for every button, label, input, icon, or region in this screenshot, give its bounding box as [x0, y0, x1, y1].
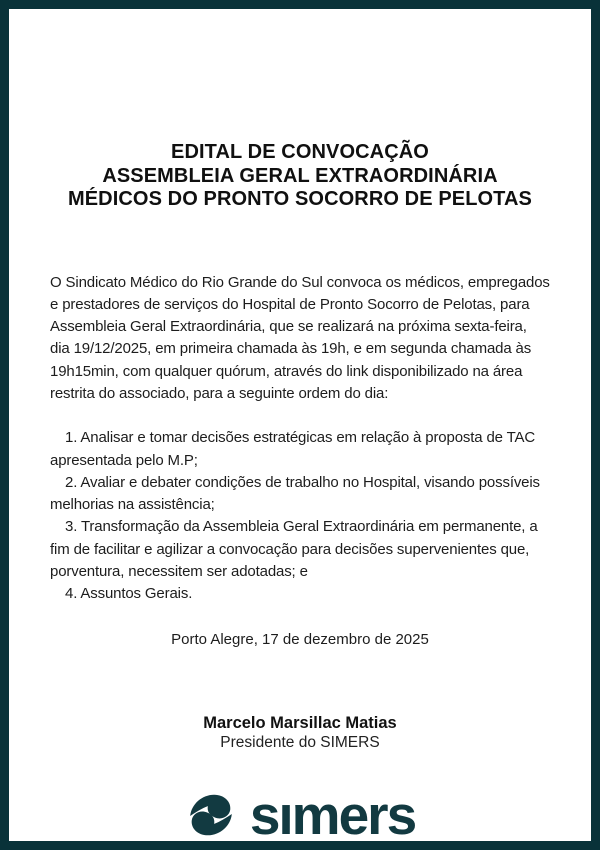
simers-logo-text: sımers: [249, 783, 416, 846]
agenda-item-3: 3. Transformação da Assembleia Geral Extraordinária em permanente, a fim de facilitar e agilizar a convocação para decisões supervenientes que, porventura, necessitem ser adotadas; e: [50, 518, 538, 581]
signature-block: [50, 713, 550, 753]
title-line-2: ASSEMBLEIA GERAL EXTRAORDINÁRIA: [102, 164, 498, 187]
signatory-name: Marcelo Marsillac Matias: [203, 713, 397, 732]
simers-leaf-s-icon: [185, 789, 237, 841]
simers-logo: [50, 783, 550, 846]
document-title: [9, 141, 591, 212]
document-body: [9, 272, 591, 846]
dateline: Porto Alegre, 17 de dezembro de 2025: [171, 630, 429, 648]
agenda-item-2: 2. Avaliar e debater condições de trabalho no Hospital, visando possíveis melhorias na assistência;: [50, 473, 540, 514]
agenda-list: [50, 427, 550, 605]
intro-paragraph: O Sindicato Médico do Rio Grande do Sul convoca os médicos, empregados e prestadores de serviços do Hospital de Pronto Socorro de Pelotas, para Assembleia Geral Extraordinária, que se realizará na próxima sexta-feira, dia 19/12/2025, em primeira chamada às 19h, e em segunda chamada às 19h15min, com qualquer quórum, através do link disponibilizado na área restrita do associado, para a seguinte ordem do dia:: [50, 273, 550, 402]
agenda-item-4: 4. Assuntos Gerais.: [65, 585, 193, 603]
signatory-role: Presidente do SIMERS: [220, 733, 380, 751]
agenda-item-1: 1. Analisar e tomar decisões estratégicas em relação à proposta de TAC apresentada pelo M.P;: [50, 429, 536, 469]
title-line-3: MÉDICOS DO PRONTO SOCORRO DE PELOTAS: [67, 188, 532, 210]
title-line-1: EDITAL DE CONVOCAÇÃO: [171, 141, 429, 163]
